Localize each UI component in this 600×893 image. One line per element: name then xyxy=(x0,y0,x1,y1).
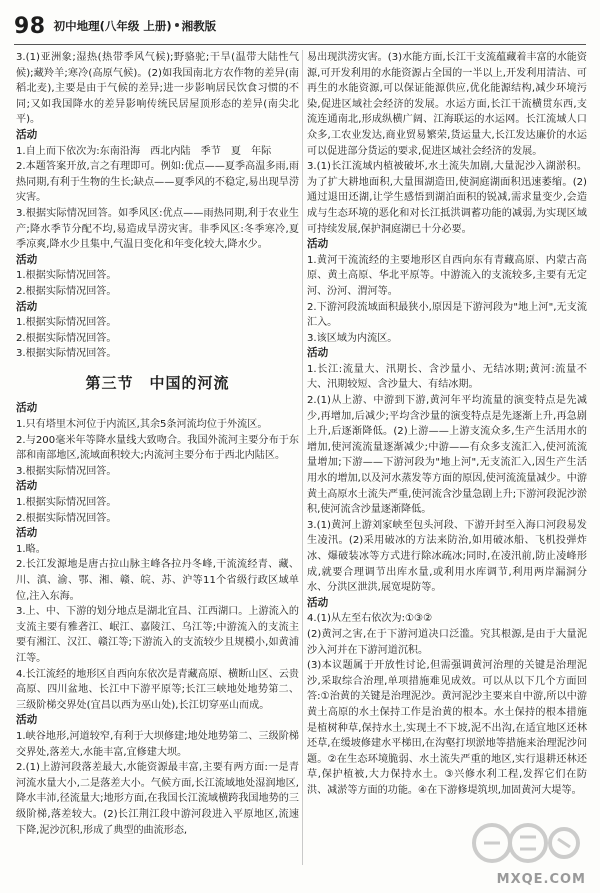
answer-paragraph: 2.本题答案开放,言之有理即可。例如:优点——夏季高温多雨,雨热同期,有利于生物的生长;缺点——夏季风的不稳定,易出现旱涝灾害。 xyxy=(16,161,299,204)
header-rule xyxy=(14,44,586,45)
answer-paragraph: 2.下游河段流域面积最狭小,原因是下游河段为"地上河",无支流汇入。 xyxy=(307,301,587,329)
answer-paragraph: 1.长江:流量大、汛期长、含沙量小、无结冰期;黄河:流量不大、汛期较短、含沙量大、有结冰期。 xyxy=(307,363,587,391)
answer-paragraph: 3.该区域为内流区。 xyxy=(307,332,398,344)
activity-heading: 活动 xyxy=(16,128,38,141)
right-column xyxy=(307,50,587,799)
answer-paragraph: 3.上、中、下游的划分地点是湖北宜昌、江西湖口。上游流入的支流主要有雅砻江、岷江、嘉陵江、乌江等;中游流入的支流主要有湘江、汉江、赣江等;下游流入的支流较少且规模小,如黄浦江等。 xyxy=(16,606,299,664)
activity-heading: 活动 xyxy=(16,300,38,313)
answer-paragraph: 2.长江发源地是唐古拉山脉主峰各拉丹冬峰,干流流经青、藏、川、滇、渝、鄂、湘、赣、皖、苏、沪等11个省级行政区域单位,注入东海。 xyxy=(16,559,299,602)
answer-paragraph: 1.根据实际情况回答。 xyxy=(16,317,117,329)
answer-paragraph: 2.(1)从上游、中游到下游,黄河年平均流量的演变特点是先减少,再增加,后减少;平均含沙量的演变特点是先逐渐上升,再急剧上升,后逐渐降低。(2)上游——上游支流众多,生产生活用水的增加,使河流流量逐渐减少;中游——有众多支流汇入,使河流流量增加;下游——下游河段为"地上河",无支流汇入,因生产生活用水的增加,以及河水蒸发等方面的原因,使河流流量减少。中游黄土高原水土流失严重,使河流含沙量急剧上升;下游河段泥沙淤积,使河流含沙量逐渐降低。 xyxy=(307,395,587,516)
separator-dot xyxy=(175,23,179,27)
left-column xyxy=(16,50,299,838)
answer-paragraph: 4.长江流经的地形区自西向东依次是青藏高原、横断山区、云贵高原、四川盆地、长江中下游平原等;长江三峡地处地势第二、三级阶梯交界处(宜昌以西为巫山处),长江切穿巫山而成。 xyxy=(16,668,299,711)
answer-paragraph: 1.根据实际情况回答。 xyxy=(16,497,117,509)
answer-paragraph: 3.(1)亚洲象;湿热(热带季风气候);野骆驼;干旱(温带大陆性气候);藏羚羊;寒冷(高原气候)。(2)如我国南北方农作物的差异(南稻北麦),主要是由于气候的差异;进一步影响居民饮食习惯的不同;又如我国降水的差异影响传统民居屋顶形态的差异(南尖北平)。 xyxy=(16,52,299,126)
activity-heading: 活动 xyxy=(16,480,38,493)
answer-paragraph: 2.根据实际情况回答。 xyxy=(16,512,117,524)
answer-paragraph: 3.根据实际情况回答。如季风区:优点——雨热同期,利于农业生产;降水季节分配不均,易造成旱涝灾害。非季风区:冬季寒冷,夏季凉爽,降水少且集中,气温日变化和年变化较大,降水少。 xyxy=(16,207,299,251)
activity-heading: 活动 xyxy=(16,527,38,540)
answer-paragraph: 4.(1)从左至右依次为:①③② xyxy=(307,613,433,625)
answer-paragraph: 2.(1)上游河段落差最大,水能资源最丰富,主要有两方面:一是青河流水量大小,二是落差大小。气候方面,长江流域地处湿润地区,降水丰沛,径流量大;地形方面,在我国长江流域横跨我国地势的三级阶梯,落差较大。(2)长江荆江段中游河段进入平原地区,流速下降,泥沙沉积,形成了典型的曲流形态, xyxy=(16,762,299,836)
answer-paragraph: 3.根据实际情况回答。 xyxy=(16,348,117,360)
answer-paragraph: 2.根据实际情况回答。 xyxy=(16,332,117,344)
answer-paragraph: 1.自上而下依次为:东南沿海 西北内陆 季节 夏 年际 xyxy=(16,145,272,157)
answer-paragraph: (3)本议题属于开放性讨论,但需强调黄河治理的关键是治理泥沙,采取综合治理,单项措施难见成效。可以从以下几个方面回答:①治黄的关键是治理泥沙。黄河泥沙主要来自中游,所以中游黄土高原的水土保持工作是治黄的根本。水土保持的根本措施是植树种草,保持水土,实现土不下坡,泥不出沟,在适宜地区还林还草,在缓坡修建水平梯田,在沟壑打坝淤地等措施来治理泥沙问题。②在生态环境脆弱、水土流失严重的地区,实行退耕还林还草,保护植被,大力保持水土。③兴修水利工程,发挥它们在防洪、减淤等方面的功能。④在下游修堤筑坝,加固黄河大堤等。 xyxy=(307,660,587,796)
page-number: 98 xyxy=(14,13,46,39)
answer-paragraph: (2)黄河之害,在于下游河道决口泛滥。究其根源,是由于大量泥沙入河并在下游河道沉积。 xyxy=(307,628,587,656)
activity-heading: 活动 xyxy=(16,402,38,415)
activity-heading: 活动 xyxy=(16,253,38,266)
column-divider xyxy=(302,50,303,865)
activity-heading: 活动 xyxy=(307,238,329,251)
answer-paragraph: 2.根据实际情况回答。 xyxy=(16,285,117,297)
answer-paragraph: 3.(1)长江流域内植被破坏,水土流失加剧,大量泥沙入湖淤积。为了扩大耕地面积,大量围湖造田,使洞庭湖面积迅速萎缩。(2)通过退田还湖,让学生感悟到湖泊面积的锐减,需求量变少,会造成与生态环境的恶化和对长江抵洪调蓄功能的减弱,为实现区域可持续发展,保护洞庭湖已十分必要。 xyxy=(307,161,587,235)
answer-paragraph: 1.只有塔里木河位于内流区,其余5条河流均位于外流区。 xyxy=(16,419,268,431)
book-title: 初中地理(八年级 上册) xyxy=(53,19,172,33)
activity-heading: 活动 xyxy=(307,596,329,609)
answer-paragraph: 易出现洪涝灾害。(3)水能方面,长江干支流蕴藏着丰富的水能资源,可开发利用的水能资源占全国的一半以上,开发利用清洁、可再生的水能资源,可以保证能源供应,优化能源结构,减少环境污染,促进区域社会经济的发展。水运方面,长江干流横贯东西,支流连通南北,形成纵横广阔、江海联运的水运网。长江流域人口众多,工农业发达,商业贸易繁荣,货运量大,长江发达廉价的水运可以促进部分货运的要求,促进区域社会经济的发展。 xyxy=(307,52,587,157)
watermark-text: MXQE.COM xyxy=(496,872,586,887)
answer-paragraph: 3.根据实际情况回答。 xyxy=(16,465,117,477)
answer-paragraph: 1.黄河干流流经的主要地形区自西向东有青藏高原、内蒙古高原、黄土高原、华北平原等。中游流入的支流较多,主要有无定河、汾河、渭河等。 xyxy=(307,254,587,297)
activity-heading: 活动 xyxy=(307,347,329,360)
answer-paragraph: 1.根据实际情况回答。 xyxy=(16,270,117,282)
activity-heading: 活动 xyxy=(16,714,38,727)
edition-label: 湘教版 xyxy=(181,19,217,33)
answer-paragraph: 3.(1)黄河上游刘家峡至包头河段、下游开封至入海口河段易发生凌汛。(2)采用破冰的方法来防治,如用破冰船、飞机投弹炸冰、爆破装冰等方式进行除冰疏冰;同时,在凌汛前,防止凌峰形成,就要合理调节出库水量,或利用水库调节,利用两岸漏洞分水、分洪区泄洪,展宽堤防等。 xyxy=(307,519,587,594)
page-header xyxy=(14,10,586,42)
section-title: 第三节 中国的河流 xyxy=(85,373,230,392)
answer-paragraph: 2.与200毫米年等降水量线大致吻合。我国外流河主要分布于东部和南部地区,流域面积较大;内流河主要分布于西北内陆区。 xyxy=(16,434,299,462)
answer-paragraph: 1.峡谷地形,河道较窄,有利于大坝修建;地处地势第二、三级阶梯交界处,落差大,水能丰富,宜修建大坝。 xyxy=(16,730,299,758)
answer-paragraph: 1.略。 xyxy=(16,543,46,555)
